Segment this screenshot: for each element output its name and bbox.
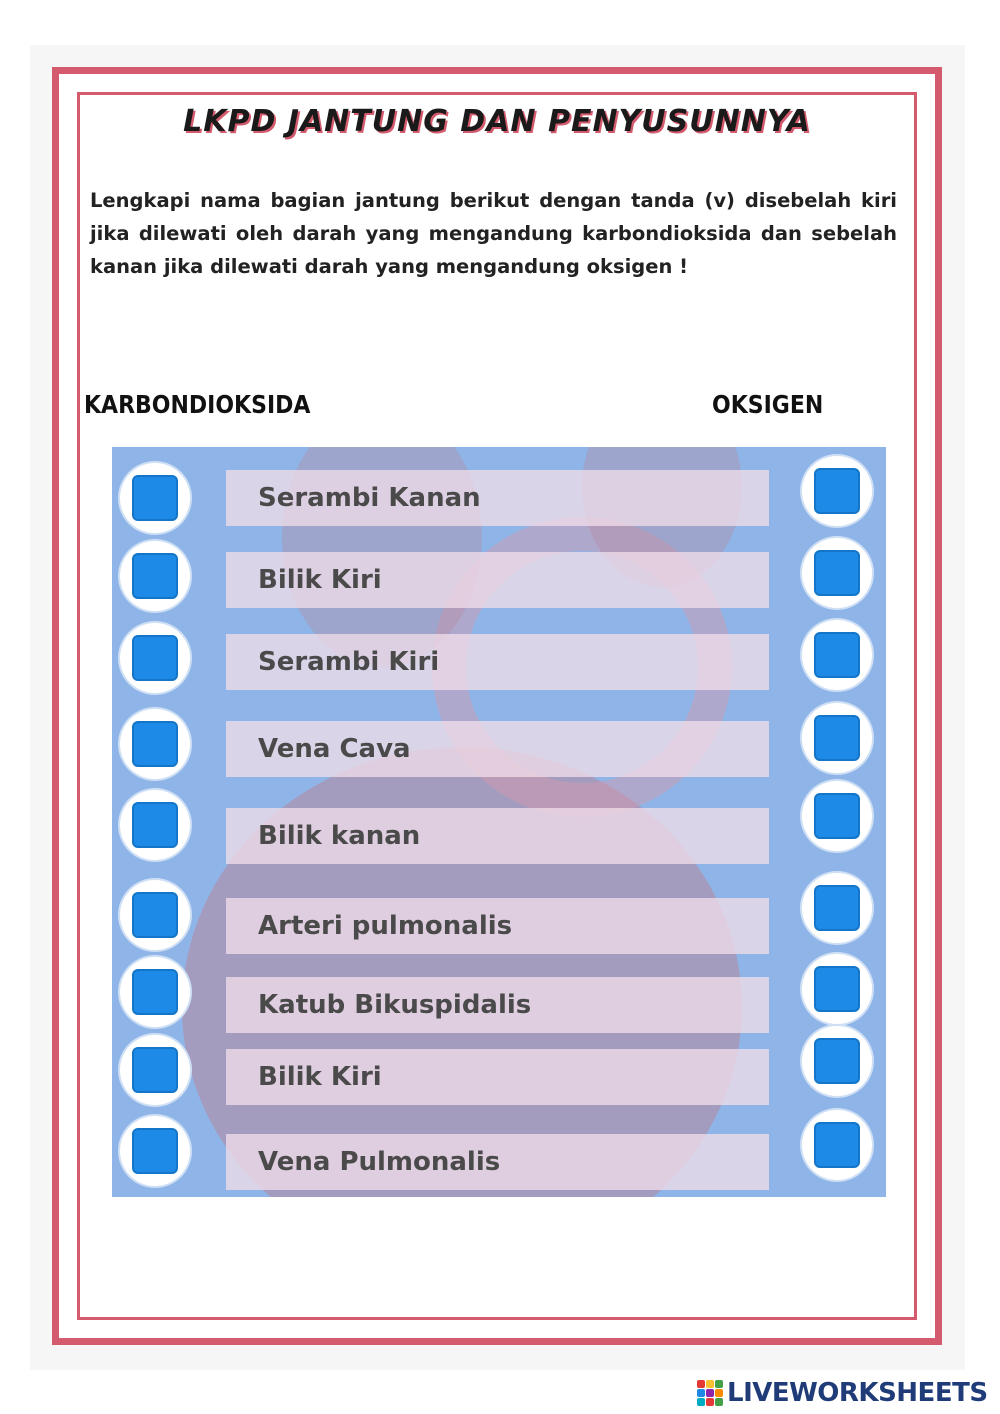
karbondioksida-checkbox[interactable] <box>120 1116 190 1186</box>
oksigen-checkbox[interactable] <box>802 954 872 1024</box>
heart-part-label: Serambi Kanan <box>226 470 769 526</box>
karbondioksida-checkbox[interactable] <box>120 541 190 611</box>
checkbox-square[interactable] <box>132 721 178 767</box>
checkbox-square[interactable] <box>814 885 860 931</box>
heart-part-label: Katub Bikuspidalis <box>226 977 769 1033</box>
karbondioksida-checkbox[interactable] <box>120 1035 190 1105</box>
answer-row <box>112 1049 886 1105</box>
oksigen-checkbox[interactable] <box>802 456 872 526</box>
oksigen-checkbox[interactable] <box>802 538 872 608</box>
heart-part-label: Bilik Kiri <box>226 1049 769 1105</box>
checkbox-square[interactable] <box>814 966 860 1012</box>
checkbox-square[interactable] <box>132 969 178 1015</box>
answer-board <box>112 447 886 1197</box>
checkbox-square[interactable] <box>132 635 178 681</box>
heart-part-label: Serambi Kiri <box>226 634 769 690</box>
column-header-oksigen: OKSIGEN <box>712 390 824 419</box>
oksigen-checkbox[interactable] <box>802 703 872 773</box>
checkbox-square[interactable] <box>814 1122 860 1168</box>
checkbox-square[interactable] <box>132 1047 178 1093</box>
karbondioksida-checkbox[interactable] <box>120 709 190 779</box>
answer-row <box>112 552 886 608</box>
karbondioksida-checkbox[interactable] <box>120 790 190 860</box>
answer-row <box>112 808 886 864</box>
answer-row <box>112 898 886 954</box>
checkbox-square[interactable] <box>132 802 178 848</box>
checkbox-square[interactable] <box>814 793 860 839</box>
karbondioksida-checkbox[interactable] <box>120 957 190 1027</box>
checkbox-square[interactable] <box>814 468 860 514</box>
checkbox-square[interactable] <box>814 632 860 678</box>
checkbox-square[interactable] <box>132 475 178 521</box>
answer-row <box>112 634 886 690</box>
oksigen-checkbox[interactable] <box>802 873 872 943</box>
liveworksheets-logo <box>697 1378 988 1408</box>
heart-part-label: Vena Pulmonalis <box>226 1134 769 1190</box>
column-header-karbondioksida: KARBONDIOKSIDA <box>84 390 311 419</box>
oksigen-checkbox[interactable] <box>802 781 872 851</box>
answer-row <box>112 470 886 526</box>
answer-row <box>112 721 886 777</box>
checkbox-square[interactable] <box>132 892 178 938</box>
liveworksheets-logo-text: LIVEWORKSHEETS <box>727 1378 988 1408</box>
worksheet-title: LKPD JANTUNG DAN PENYUSUNNYA <box>183 104 811 139</box>
checkbox-square[interactable] <box>132 1128 178 1174</box>
oksigen-checkbox[interactable] <box>802 1110 872 1180</box>
heart-part-label: Vena Cava <box>226 721 769 777</box>
answer-row <box>112 1134 886 1190</box>
checkbox-square[interactable] <box>132 553 178 599</box>
karbondioksida-checkbox[interactable] <box>120 623 190 693</box>
heart-part-label: Bilik Kiri <box>226 552 769 608</box>
worksheet-instructions: Lengkapi nama bagian jantung berikut dengan tanda (v) disebelah kiri jika dilewati oleh darah yang mengandung karbondioksida dan sebelah kanan jika dilewati darah yang mengandung oksigen ! <box>90 189 897 278</box>
liveworksheets-logo-icon <box>697 1380 723 1406</box>
karbondioksida-checkbox[interactable] <box>120 463 190 533</box>
karbondioksida-checkbox[interactable] <box>120 880 190 950</box>
checkbox-square[interactable] <box>814 550 860 596</box>
oksigen-checkbox[interactable] <box>802 1026 872 1096</box>
heart-part-label: Bilik kanan <box>226 808 769 864</box>
checkbox-square[interactable] <box>814 715 860 761</box>
checkbox-square[interactable] <box>814 1038 860 1084</box>
heart-part-label: Arteri pulmonalis <box>226 898 769 954</box>
oksigen-checkbox[interactable] <box>802 620 872 690</box>
answer-row <box>112 977 886 1033</box>
